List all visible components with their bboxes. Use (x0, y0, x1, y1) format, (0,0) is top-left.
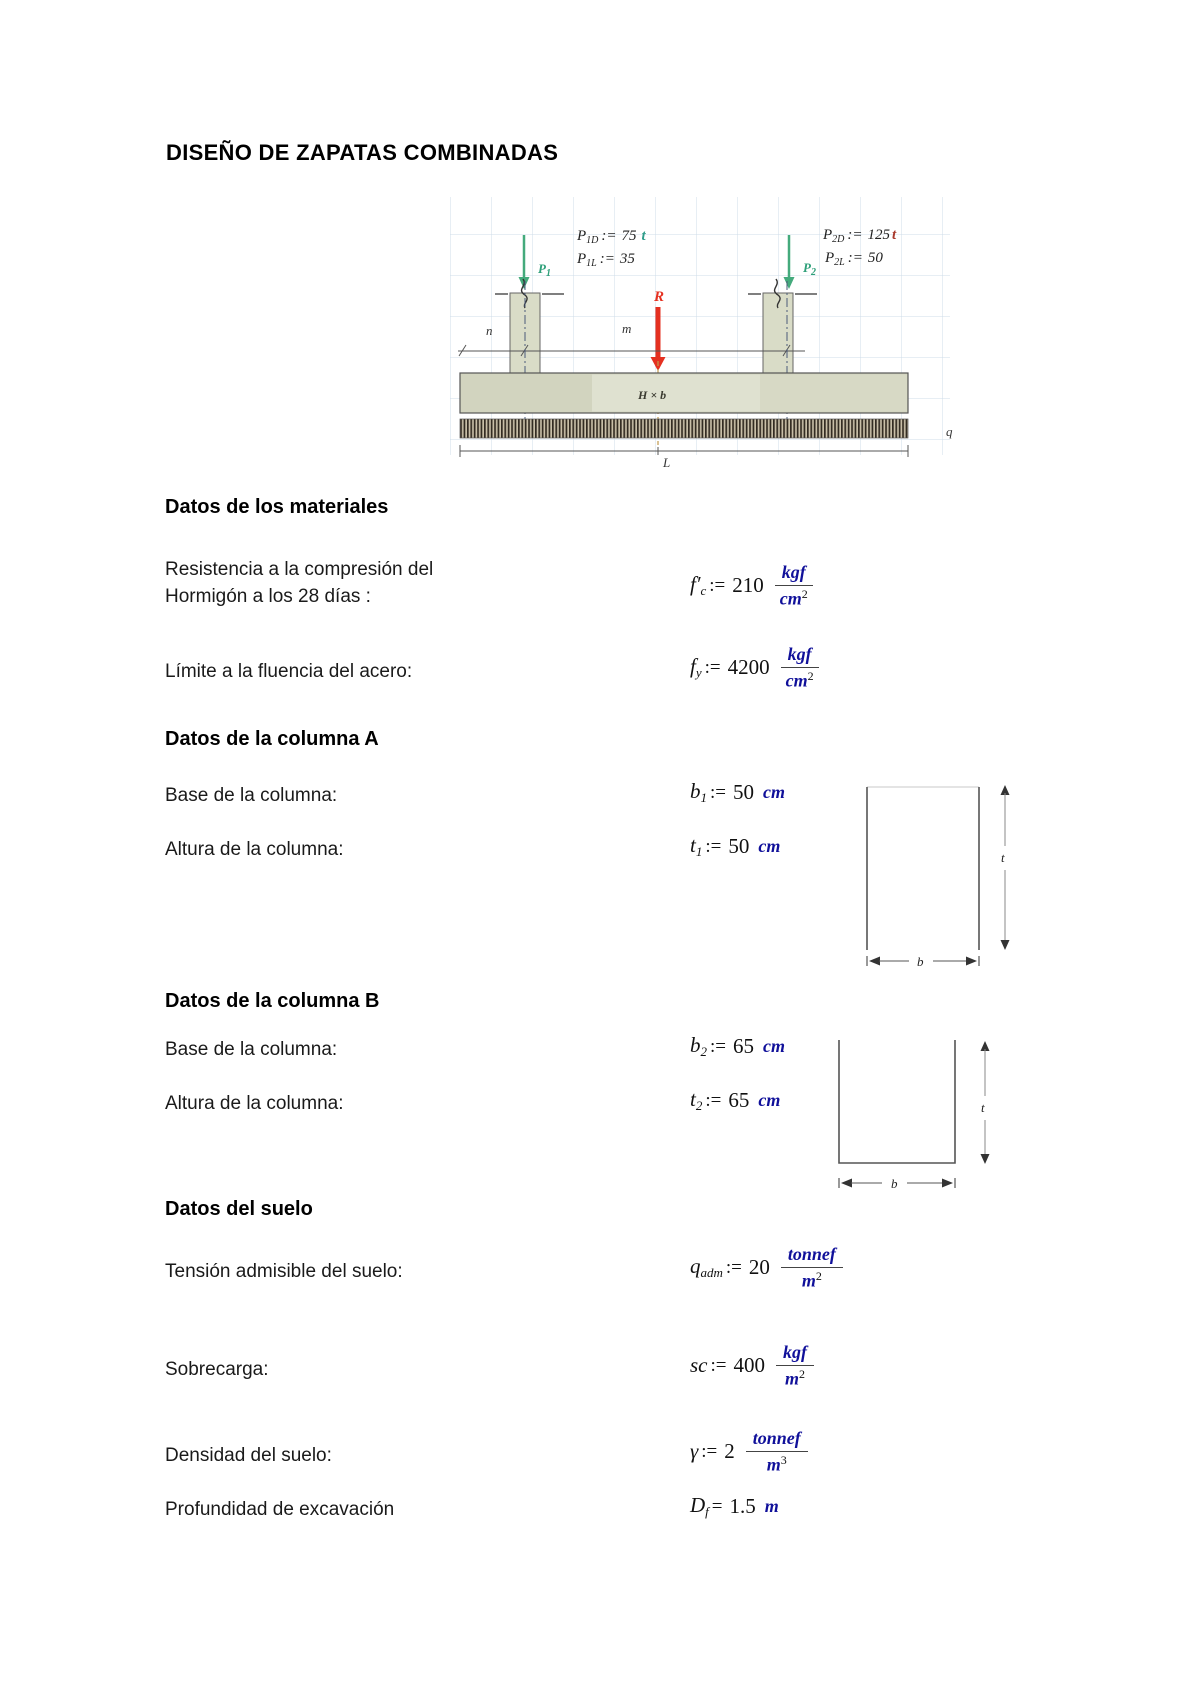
p1-live-load-label: $P_{1L}$ := 35 (577, 251, 635, 269)
p1-arrow-label: $P_1$ (538, 261, 551, 279)
materials-heading: Datos de los materiales (165, 496, 389, 518)
p2-live-load-label: $P_{2L}$ := 50 (825, 250, 883, 268)
column-a-sketch-svg (860, 780, 1020, 975)
t2-definition: $t_2$ := 65 cm (690, 1087, 781, 1114)
fc-label: Resistencia a la compresión del Hormigón a los 28 días : (165, 559, 434, 607)
footing-slab (460, 373, 908, 413)
fy-unit-fraction: $\frac{\text{kgf}}{cm^2}$ (781, 644, 819, 691)
column-b-base-label: Base de la columna: (165, 1039, 338, 1060)
column-a-height-label: Altura de la columna: (165, 839, 344, 860)
df-label: Profundidad de excavación (165, 1499, 395, 1520)
length-label: L (663, 455, 671, 470)
sc-label: Sobrecarga: (165, 1359, 269, 1380)
fy-label: Límite a la fluencia del acero: (165, 661, 413, 682)
sketch-b-t-label: t (981, 1100, 985, 1115)
df-definition: $D_f$ = 1.5 m (690, 1493, 779, 1520)
dim-m-label: m (622, 321, 632, 336)
p2-dead-load-label: $P_{2D}$ := 125 t (823, 227, 897, 245)
gamma-label: Densidad del suelo: (165, 1445, 332, 1466)
qadm-unit-fraction: $\frac{\text{tonnef}}{m^2}$ (781, 1244, 843, 1291)
soil-heading: Datos del suelo (165, 1198, 313, 1220)
fc-unit-fraction: $\frac{\text{kgf}}{cm^2}$ (775, 562, 813, 609)
footing-size-label: H × b (638, 388, 667, 402)
gamma-definition: γ := 2 $\frac{\text{tonnef}}{m^3}$ (690, 1428, 808, 1475)
page-title: DISEÑO DE ZAPATAS COMBINADAS (166, 140, 559, 165)
qadm-definition: $q_{adm}$ := 20 $\frac{\text{tonnef}}{m^2}$ (690, 1244, 843, 1291)
sketch-a-t-dimension (1001, 785, 1010, 950)
qadm-label: Tensión admisible del suelo: (165, 1261, 403, 1282)
sketch-a-b-label: b (917, 954, 924, 969)
resultant-label: R (654, 289, 665, 305)
fy-definition: $f_y$ := 4200 $\frac{\text{kgf}}{cm^2}$ (690, 644, 819, 691)
column-b-heading: Datos de la columna B (165, 990, 380, 1012)
footing-figure (450, 193, 970, 481)
sketch-b-b-label: b (891, 1176, 898, 1191)
sc-definition: sc := 400 $\frac{\text{kgf}}{m^2}$ (690, 1342, 814, 1389)
p1-dead-load-label: $P_{1D}$ := 75 t (577, 228, 646, 246)
sc-unit-fraction: $\frac{\text{kgf}}{m^2}$ (776, 1342, 814, 1389)
column-a-sketch (860, 780, 1020, 975)
column-b-height-label: Altura de la columna: (165, 1093, 344, 1114)
column-b-sketch (830, 1040, 1020, 1195)
gamma-unit-fraction: $\frac{\text{tonnef}}{m^3}$ (746, 1428, 808, 1475)
column-a-base-label: Base de la columna: (165, 785, 338, 806)
soil-pressure-label: q (946, 424, 953, 439)
fc-definition: $f'_c$ := 210 $\frac{\text{kgf}}{cm^2}$ (690, 562, 813, 609)
footing-figure-svg (450, 193, 970, 481)
dim-n-label: n (486, 323, 493, 338)
b2-definition: $b_2$ := 65 cm (690, 1033, 785, 1060)
p2-arrow-label: $P_2$ (803, 260, 816, 278)
sketch-b-outline (839, 1040, 955, 1163)
b1-definition: $b_1$ := 50 cm (690, 779, 785, 806)
t1-definition: $t_1$ := 50 cm (690, 833, 781, 860)
sketch-a-t-label: t (1001, 850, 1005, 865)
column-a-heading: Datos de la columna A (165, 728, 379, 750)
column-b-sketch-svg (830, 1040, 1020, 1195)
soil-pressure-hatch (460, 419, 908, 438)
